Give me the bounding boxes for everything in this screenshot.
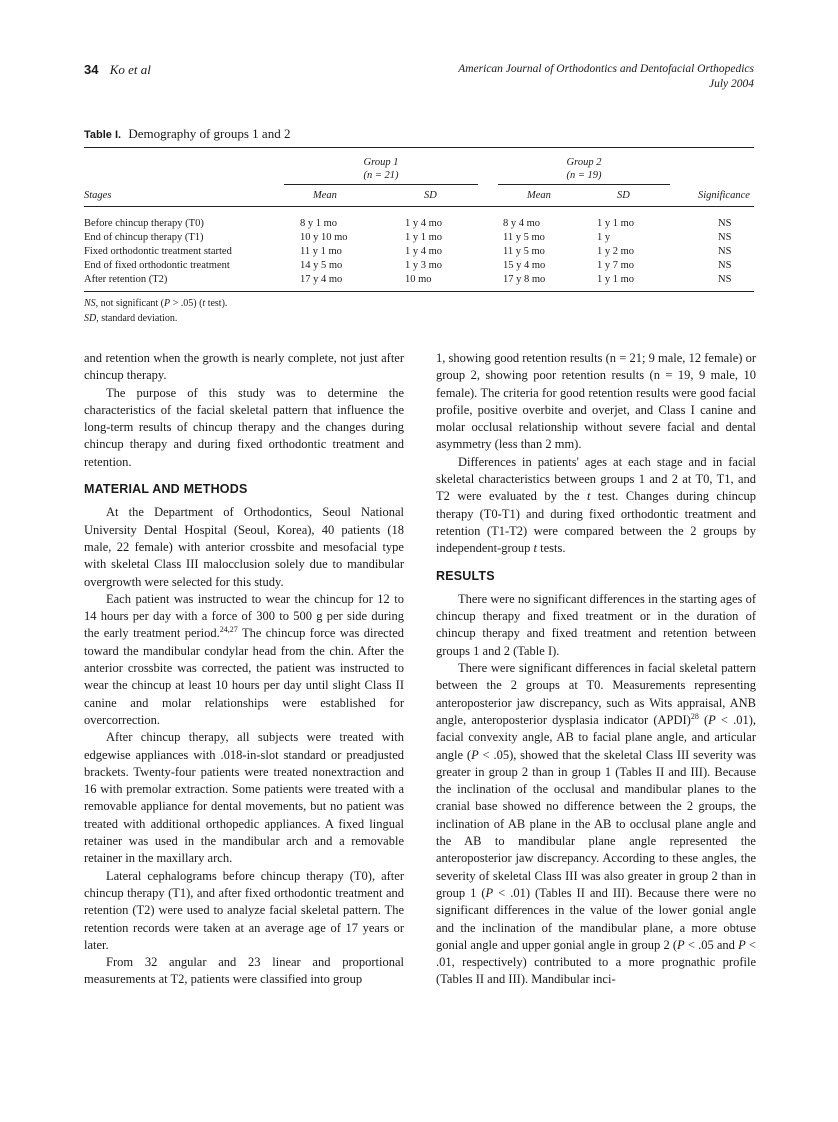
paragraph: and retention when the growth is nearly complete, not just after chincup therapy.	[84, 351, 404, 383]
col-header-sd-g2: SD	[617, 190, 630, 201]
cell-sd-g1: 1 y 4 mo	[405, 246, 443, 257]
group1-n: (n = 21)	[363, 170, 399, 181]
section-heading-methods: MATERIAL AND METHODS	[84, 482, 248, 497]
group2-header	[498, 156, 670, 182]
group1-rule	[284, 184, 478, 185]
table-row	[0, 218, 838, 232]
cell-stage: Fixed orthodontic treatment started	[84, 246, 232, 257]
table-title: Demography of groups 1 and 2	[128, 126, 291, 141]
paragraph: Each patient was instructed to wear the chincup for 12 to 14 hours per day with a force of 300 to 500 g per side during the early treatment period.$^{24,27}$ The chincup force was directed toward the mandibular condylar head from the chin. After the anterior crossbite was corrected, the patient was instructed to wear the chincup at least 10 hours per day until slight Class II canine and molar relationships were established for overcorrection.	[84, 591, 404, 727]
table-caption	[84, 126, 290, 142]
cell-sd-g2: 1 y 7 mo	[597, 260, 635, 271]
group2-name: Group 2	[566, 157, 602, 168]
cell-mean-g2: 15 y 4 mo	[503, 260, 546, 271]
section-heading-results: RESULTS	[436, 568, 495, 583]
cell-sd-g1: 1 y 4 mo	[405, 218, 443, 229]
col-header-mean-g2: Mean	[527, 190, 551, 201]
cell-mean-g1: 17 y 4 mo	[300, 274, 343, 285]
cell-mean-g2: 8 y 4 mo	[503, 218, 541, 229]
journal-name: American Journal of Orthodontics and Dentofacial Orthopedics	[458, 63, 754, 75]
cell-mean-g2: 11 y 5 mo	[503, 246, 545, 257]
table-top-rule	[84, 147, 754, 148]
col-header-mean-g1: Mean	[313, 190, 337, 201]
running-authors: Ko et al	[109, 62, 151, 77]
table-row	[0, 260, 838, 274]
cell-stage: After retention (T2)	[84, 274, 168, 285]
group2-n: (n = 19)	[566, 170, 602, 181]
table-row	[0, 232, 838, 246]
col-header-stages: Stages	[84, 190, 112, 201]
cell-sd-g1: 10 mo	[405, 274, 432, 285]
table-label: Table I.	[84, 129, 122, 141]
table-bottom-rule	[84, 291, 754, 292]
cell-sd-g1: 1 y 3 mo	[405, 260, 443, 271]
group2-rule	[498, 184, 670, 185]
table-row	[0, 246, 838, 260]
cell-sd-g2: 1 y 1 mo	[597, 274, 635, 285]
body-column-left	[84, 350, 404, 989]
cell-mean-g1: 11 y 1 mo	[300, 246, 342, 257]
table-row	[0, 274, 838, 288]
paragraph: 1, showing good retention results (n = 21; 9 male, 12 female) or group 2, showing poor retention results (n = 19, 9 male, 10 female). The criteria for good retention results were good facial profile, positive overbite and overjet, and Class I canine and molar occlusal relationship without severe facial and dental asymmetry (less than 2 mm).	[436, 351, 756, 452]
citation-ref: 24,27	[219, 625, 238, 635]
paragraph: The purpose of this study was to determine the characteristics of the facial skeletal pattern that influence the long-term results of chincup therapy and the changes during chincup therapy and during fixed orthodontic treatment and retention.	[84, 385, 404, 469]
paragraph: There were significant differences in facial skeletal pattern between the 2 groups at T0. Measurements representing anteroposterior jaw discrepancy, such as Wits appraisal, ANB angle, anteroposterior dysplasia indicator (APDI)$^{28}$ (P < .01), facial convexity angle, AB to facial plane angle, and articular angle (P < .05), showed that the skeletal Class III severity was greater in group 2 than in group 1 (Tables II and III). Because the inclination of the occlusal and mandibular planes to the cranial base showed no difference between the 2 groups, the inclination of AB plane in the AB to occlusal plane angle and the AB to mandibular plane angle represented the anteroposterior jaw discrepancy. According to these angles, the severity of skeletal Class III was also greater in group 2 than in group 1 (P < .01) (Tables II and III). Because there were no significant differences in the value of the lower gonial angle and the inclination of the mandibular plane, a more obtuse gonial angle and upper gonial angle in group 2 (P < .05 and P < .01, respectively) contributed to a more prognathic profile (Tables II and III). Mandibular inci-	[436, 661, 756, 987]
paragraph: After chincup therapy, all subjects were treated with edgewise appliances with .018-in-slot standard or preadjusted brackets. Twenty-four patients were treated nonextraction and 16 with premolar extraction. Some patients were treated with a removable appliance for dental movements, but no patient was treated with additional orthopedic appliances. A fixed lingual retainer was used in the mandibular arch and a removable retainer in the maxillary arch.	[84, 730, 404, 866]
cell-stage: Before chincup therapy (T0)	[84, 218, 204, 229]
table-header-rule	[84, 206, 754, 207]
col-header-significance: Significance	[698, 190, 750, 201]
paragraph: Lateral cephalograms before chincup therapy (T0), after chincup therapy (T1), and after fixed orthodontic treatment and retention (T2) were used to analyze facial skeletal pattern. The retention records were taken at an average age of 17 years or later.	[84, 868, 404, 952]
cell-significance: NS	[718, 274, 732, 285]
page-number: 34	[84, 62, 99, 77]
cell-mean-g1: 14 y 5 mo	[300, 260, 343, 271]
running-header-left	[84, 62, 151, 78]
cell-sd-g2: 1 y 1 mo	[597, 218, 635, 229]
body-column-right	[436, 350, 756, 989]
citation-ref: 28	[690, 711, 699, 721]
cell-sd-g1: 1 y 1 mo	[405, 232, 443, 243]
group1-name: Group 1	[363, 157, 399, 168]
issue-date: July 2004	[708, 78, 754, 90]
cell-significance: NS	[718, 218, 732, 229]
paragraph: There were no significant differences in the starting ages of chincup therapy and fixed treatment or in the duration of chincup therapy and fixed treatment and retention between groups 1 and 2 (Table I).	[436, 591, 756, 658]
table-footnote-ns: NS, not significant (P > .05) (t test).	[84, 298, 228, 309]
cell-mean-g2: 17 y 8 mo	[503, 274, 546, 285]
cell-significance: NS	[718, 232, 732, 243]
cell-significance: NS	[718, 246, 732, 257]
paragraph: Differences in patients' ages at each stage and in facial skeletal characteristics between groups 1 and 2 at T0, T1, and T2 were evaluated by the t test. Changes during chincup therapy (T0-T1) and during fixed orthodontic treatment and retention (T1-T2) were compared between the 2 groups by independent-group t tests.	[436, 454, 756, 556]
col-header-sd-g1: SD	[424, 190, 437, 201]
cell-sd-g2: 1 y	[597, 232, 611, 243]
paragraph: At the Department of Orthodontics, Seoul National University Dental Hospital (Seoul, Korea), 40 patients (18 male, 22 female) with anterior crossbite and mesofacial type with skeletal Class III malocclusion solely due to mandibular overgrowth were selected for this study.	[84, 505, 404, 589]
cell-stage: End of fixed orthodontic treatment	[84, 260, 230, 271]
table-footnote-sd: SD, standard deviation.	[84, 313, 178, 324]
cell-significance: NS	[718, 260, 732, 271]
cell-sd-g2: 1 y 2 mo	[597, 246, 635, 257]
cell-mean-g1: 10 y 10 mo	[300, 232, 348, 243]
running-header-right	[354, 62, 754, 92]
group1-header	[284, 156, 478, 182]
cell-mean-g1: 8 y 1 mo	[300, 218, 338, 229]
cell-mean-g2: 11 y 5 mo	[503, 232, 545, 243]
cell-stage: End of chincup therapy (T1)	[84, 232, 204, 243]
paragraph: From 32 angular and 23 linear and proportional measurements at T2, patients were classified into group	[84, 955, 404, 987]
